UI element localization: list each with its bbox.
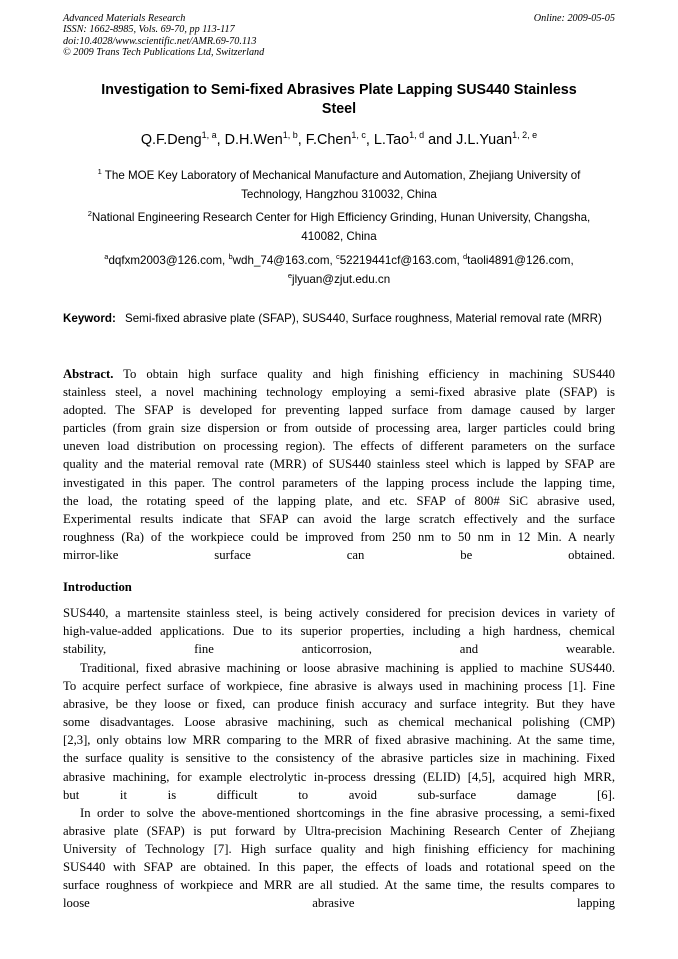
paragraph-line: SUS440, a martensite stainless steel, is being actively considered for precision devices in variety of bbox=[63, 606, 615, 620]
paragraph-line: some disadvantages. Loose abrasive machining, such as chemical mechanical polishing (CMP) bbox=[63, 715, 615, 730]
issn-line: ISSN: 1662-8985, Vols. 69-70, pp 113-117 bbox=[63, 24, 235, 36]
email-address: taoli4891@126.com, bbox=[467, 254, 574, 267]
paragraph-line: [2,3], only obtains low MRR comparing to the MRR of fixed abrasive machining. At the same time, bbox=[63, 733, 615, 748]
email-sup: e bbox=[287, 271, 293, 281]
author-affil-sup: 1, 2, e bbox=[512, 130, 538, 141]
author-affil-sup: 1, d bbox=[409, 130, 425, 141]
email-sup: d bbox=[463, 252, 468, 262]
intro-paragraph-2 bbox=[63, 659, 615, 804]
keyword-label: Keyword: bbox=[63, 312, 116, 325]
paragraph-line: surface roughness of workpiece and MRR are all studied. At the same time, the results compares to bbox=[63, 878, 615, 893]
affiliation-line bbox=[63, 208, 615, 227]
affiliation-line: 410082, China bbox=[301, 230, 377, 243]
abstract-line: quality and the material removal rate (MRR) of SUS440 stainless steel which is lapped by SFAP are bbox=[63, 457, 615, 472]
abstract-line: mirror-like surface can be obtained. bbox=[63, 547, 615, 562]
copyright-line: © 2009 Trans Tech Publications Ltd, Switzerland bbox=[63, 46, 265, 58]
email-sup: b bbox=[228, 252, 233, 262]
abstract-line: investigated in this paper. The control parameters of the lapping process include the lapping time, bbox=[63, 475, 615, 490]
author-name: D.H.Wen bbox=[224, 132, 283, 148]
abstract-line: stainless steel, a novel machining technology employing a semi-fixed abrasive plate (SFAP) is bbox=[63, 385, 615, 400]
online-date: Online: 2009-05-05 bbox=[533, 13, 615, 24]
author-affil-sup: 1, b bbox=[282, 130, 298, 141]
journal-name: Advanced Materials Research bbox=[63, 13, 186, 24]
journal-header bbox=[63, 13, 615, 58]
abstract-line: adopted. The SFAP is developed for preventing lapped surface from damage caused by larger bbox=[63, 403, 615, 418]
email-sup: a bbox=[104, 252, 109, 262]
abstract-line: particles (from grain size dispersion or from outside of processing area, larger particles could bring bbox=[63, 421, 615, 436]
author-affil-sup: 1, a bbox=[201, 130, 217, 141]
author-separator: and bbox=[424, 132, 457, 148]
author-name: Q.F.Deng bbox=[140, 132, 202, 148]
affiliation-sup: 1 bbox=[97, 167, 102, 177]
doi-line: doi:10.4028/www.scientific.net/AMR.69-70.113 bbox=[63, 35, 257, 47]
abstract-line-text: To obtain high surface quality and high finishing efficiency in machining SUS440 bbox=[113, 367, 615, 381]
paper-title bbox=[63, 81, 615, 119]
paragraph-line: In order to solve the above-mentioned shortcomings in the fine abrasive processing, a semi-fixed bbox=[80, 806, 615, 820]
email-address: dqfxm2003@126.com, bbox=[108, 254, 229, 267]
paragraph-line: abrasive machining, for example electrolytic in-process dressing (ELID) [4,5], acquired high MRR, bbox=[63, 769, 615, 784]
affiliation-2 bbox=[63, 208, 615, 246]
paragraph-line: high-value-added applications. Due to its superior properties, including a high hardness, chemical bbox=[63, 624, 615, 639]
title-line: Investigation to Semi-fixed Abrasives Plate Lapping SUS440 Stainless bbox=[101, 82, 577, 98]
author-name: J.L.Yuan bbox=[456, 132, 513, 148]
paragraph-line: stability, fine anticorrosion, and wearable. bbox=[63, 642, 615, 657]
paragraph-line: University of Technology [7]. High surface quality and high finishing efficiency for machining bbox=[63, 842, 615, 857]
paragraph-line: SUS440 with SFAP are obtained. In this paper, the effects of loads and rotational speed on the bbox=[63, 860, 615, 875]
author-list bbox=[63, 130, 615, 150]
email-sup: c bbox=[335, 252, 340, 262]
email-list bbox=[63, 251, 615, 289]
abstract bbox=[63, 365, 615, 564]
author-affil-sup: 1, c bbox=[351, 130, 366, 141]
email-address: jlyuan@zjut.edu.cn bbox=[292, 273, 391, 286]
author-separator: , bbox=[297, 132, 306, 148]
email-line bbox=[63, 251, 615, 270]
paragraph-line: but it is difficult to avoid sub-surface damage [6]. bbox=[63, 787, 615, 802]
email-address: wdh_74@163.com, bbox=[232, 254, 336, 267]
abstract-label: Abstract. bbox=[63, 367, 114, 381]
affiliation-text: The MOE Key Laboratory of Mechanical Manufacture and Automation, Zhejiang University of bbox=[101, 169, 581, 182]
author-separator: , bbox=[216, 132, 225, 148]
paragraph-line: loose abrasive lapping bbox=[63, 896, 615, 911]
affiliation-1 bbox=[63, 166, 615, 204]
author-name: L.Tao bbox=[373, 132, 410, 148]
keywords bbox=[63, 309, 615, 328]
email-line bbox=[63, 270, 615, 289]
paragraph-line: abrasive plate (SFAP) is put forward by Ultra-precision Machining Research Center of Zhejiang bbox=[63, 824, 615, 839]
affiliation-sup: 2 bbox=[87, 209, 92, 219]
abstract-line: uneven load distribution on processing region). The effects of different parameters on the surface bbox=[63, 439, 615, 454]
paragraph-line: Traditional, fixed abrasive machining or loose abrasive machining is applied to machine SUS440. bbox=[80, 661, 615, 675]
affiliation-line bbox=[63, 166, 615, 185]
intro-paragraph-3 bbox=[63, 804, 615, 913]
keyword-text: Semi-fixed abrasive plate (SFAP), SUS440, Surface roughness, Material removal rate (MRR) bbox=[125, 312, 602, 325]
paragraph-line: abrasive, be they loose or fixed, can produce finish accuracy and surface integrity. But they have bbox=[63, 697, 615, 712]
abstract-line bbox=[63, 365, 615, 383]
title-line: Steel bbox=[321, 101, 357, 117]
email-address: 52219441cf@163.com, bbox=[339, 254, 463, 267]
abstract-line: roughness (Ra) of the workpiece could be improved from 250 nm to 50 nm in 12 Min. A nearly bbox=[63, 529, 615, 544]
paragraph-line: To acquire perfect surface of workpiece, fine abrasive is always used in machining process [1]. Fine bbox=[63, 679, 615, 694]
affiliation-text: National Engineering Research Center for High Efficiency Grinding, Hunan University, Changsha, bbox=[91, 211, 591, 224]
author-separator: , bbox=[365, 132, 374, 148]
abstract-line: Experimental results indicate that SFAP can avoid the large scratch effectively and the surface bbox=[63, 511, 615, 526]
paragraph-line: the surface quality is sensitive to the consistency of the abrasive particles size in machining. Fixed bbox=[63, 751, 615, 766]
section-heading: Introduction bbox=[63, 580, 132, 594]
intro-paragraph-1 bbox=[63, 604, 615, 658]
author-name: F.Chen bbox=[305, 132, 352, 148]
affiliation-line: Technology, Hangzhou 310032, China bbox=[241, 188, 437, 201]
abstract-line: the load, the rotating speed of the lapping plate, and etc. SFAP of 800# SiC abrasive used, bbox=[63, 493, 615, 508]
